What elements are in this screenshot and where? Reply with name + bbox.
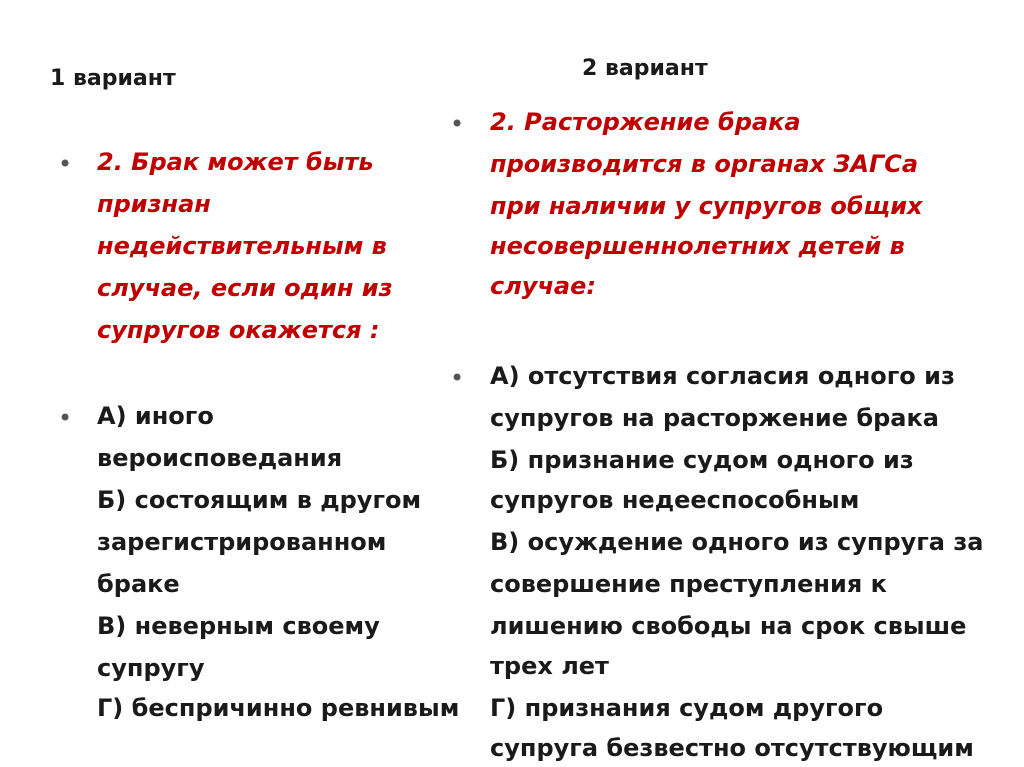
answer-line: супругов недееспособным bbox=[490, 486, 860, 514]
answer-line: В) осуждение одного из супруга за bbox=[490, 528, 984, 556]
answer-line: совершение преступления к bbox=[490, 570, 887, 598]
variant-2-heading: 2 вариант bbox=[582, 56, 708, 81]
answer-line: Б) состоящим в другом bbox=[97, 486, 422, 514]
answer-line: А) иного bbox=[97, 402, 214, 430]
question-line: производится в органах ЗАГСа bbox=[490, 150, 919, 178]
question-line: недействительным в bbox=[97, 232, 387, 260]
answer-line: супругов на расторжение брака bbox=[490, 404, 939, 432]
answer-line: браке bbox=[97, 570, 180, 598]
answer-line: супругу bbox=[97, 654, 205, 682]
question-line: 2. Брак может быть bbox=[97, 148, 374, 176]
question-line: признан bbox=[97, 190, 211, 218]
question-line: несовершеннолетних детей в bbox=[490, 232, 905, 260]
answer-line: Б) признание судом одного из bbox=[490, 446, 914, 474]
answer-line: Г) признания судом другого bbox=[490, 694, 884, 722]
bullet-icon: • bbox=[450, 364, 465, 392]
variant-1-heading: 1 вариант bbox=[50, 66, 176, 91]
answer-line: лишению свободы на срок свыше bbox=[490, 612, 967, 640]
question-line: случае: bbox=[490, 272, 596, 300]
answer-line: В) неверным своему bbox=[97, 612, 380, 640]
answer-line: трех лет bbox=[490, 652, 609, 680]
answer-line: вероисповедания bbox=[97, 444, 343, 472]
answer-line: супруга безвестно отсутствующим bbox=[490, 734, 974, 762]
answer-line: А) отсутствия согласия одного из bbox=[490, 362, 955, 390]
bullet-icon: • bbox=[58, 150, 73, 178]
answer-line: Г) беспричинно ревнивым bbox=[97, 694, 460, 722]
question-line: при наличии у супругов общих bbox=[490, 192, 923, 220]
answer-line: зарегистрированном bbox=[97, 528, 387, 556]
bullet-icon: • bbox=[58, 404, 73, 432]
question-line: 2. Расторжение брака bbox=[490, 108, 801, 136]
question-line: случае, если один из bbox=[97, 274, 393, 302]
bullet-icon: • bbox=[450, 110, 465, 138]
question-line: супругов окажется : bbox=[97, 316, 380, 344]
